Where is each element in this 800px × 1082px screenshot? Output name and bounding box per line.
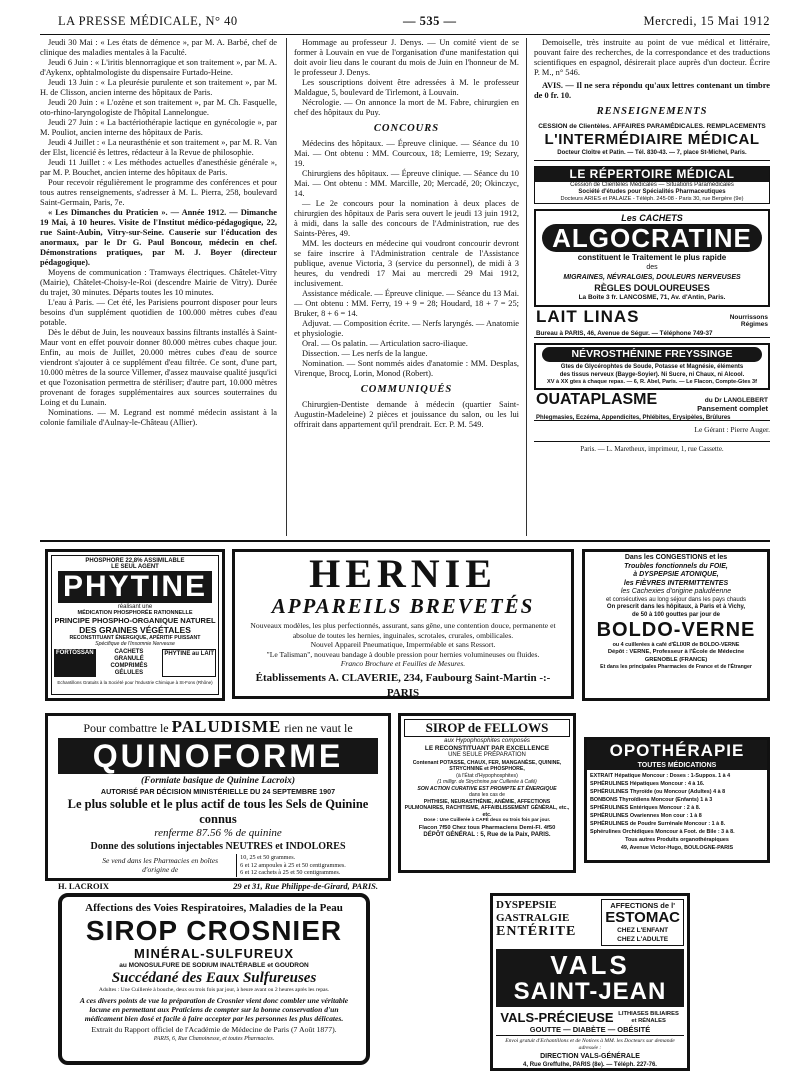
ad-line: CHEZ L'ENFANT: [617, 927, 669, 934]
opo-product-item: Tous autres Produits organothérapiques: [625, 837, 729, 843]
ad-product-name: PHYTINE au LAIT: [162, 649, 216, 677]
advert-section-rule: [40, 540, 770, 542]
ad-line: Les CACHETS: [621, 213, 683, 223]
page-header: [58, 14, 770, 32]
paragraph: Jeudi 27 Juin : « La bactériothérapie lactique en gynécologie », par M. Pouliot, ancien interne des hôpitaux de Paris.: [40, 118, 277, 137]
gerant: Le Gérant : Pierre Auger.: [694, 424, 770, 434]
ad-lait-linas: [534, 307, 770, 338]
ad-title: NÉVROSTHÉNINE FREYSSINGE: [542, 347, 762, 362]
paragraph: Adjuvat. — Composition écrite. — Nerfs laryngés. — Anatomie et physiologie.: [294, 319, 519, 338]
ad-title: LE RÉPERTOIRE MÉDICAL: [535, 167, 769, 182]
paragraph: Jeudi 30 Mai : « Les états de démence », par M. A. Barbé, chef de clinique des maladies mentales à la Faculté.: [40, 38, 277, 57]
ad-line: ou 4 cuillerées à café d'ÉLIXIR de BOLDO-VERNE: [612, 642, 740, 648]
ad-line: au MONOSULFURE DE SODIUM INALTÉRABLE et GOUDRON: [119, 962, 309, 969]
ad-line: réalisant une: [117, 604, 153, 610]
paragraph: Oral. — Os palatin. — Articulation sacro-iliaque.: [302, 339, 468, 348]
ad-line: AUTORISÉ PAR DÉCISION MINISTÉRIELLE DU 24 SEPTEMBRE 1907: [100, 787, 336, 796]
ad-ouataplasme: [534, 390, 770, 421]
ad-line: Phlegmasies, Eczéma, Appendicites, Phlébites, Erysipèles, Brûlures: [536, 414, 731, 421]
ad-title: SIROP de FELLOWS: [404, 719, 570, 737]
ad-keyword: PALUDISME: [171, 717, 282, 736]
ad-nevrosthenine: [534, 343, 770, 390]
ad-line: Dose : Une Cuillerée à CAFÉ deux ou trois fois par jour.: [423, 818, 551, 823]
paragraph-dentiste: Chirurgien-Dentiste demande à médecin (quartier Saint-Augustin-Madeleine) 2 pièces et jouissance du salon, ou les lui offrirait dans appartement qu'il prendrait. Ecr. P. M. 549.: [294, 400, 519, 429]
opo-product-item: Sphérulines Orchidiques Moncour à Foot. de Bile : 3 à 8.: [590, 829, 735, 835]
ad-sirop-crosnier: [58, 893, 370, 1065]
paragraph: Jeudi 6 Juin : « L'iritis blennorragique et son traitement », par M. A. d'Aykenx, ophtalmologiste du dispensaire Furtado-Heine.: [40, 58, 277, 77]
ad-line: Succédané des Eaux Sulfureuses: [111, 970, 317, 986]
paragraph: Nomination. — Sont nommés aides d'anatomie : MM. Desplas, Virenque, Brocq, Lorin, Monod (Robert).: [294, 359, 519, 378]
paragraph: Pour recevoir régulièrement le programme des conférences et pour tous autres renseignements, s'adresser à M. L. Pierra, 258, boulevard Saint-Germain, Paris, 7e.: [40, 178, 277, 207]
ad-line: Nouveaux modèles, les plus perfectionnés, assurant, sans gêne, une contention douce, permanente et absolue de toutes les hernies, inguinales, scrotales, crurales, ombilicales.: [250, 621, 556, 640]
ad-algocratine: [534, 209, 770, 307]
ad-line: ENTÉRITE: [496, 924, 577, 939]
ad-line: XV à XX gtes à chaque repas. — 6, R. Abel, Paris. — Le Flacon, Compte-Gtes 3f: [547, 379, 757, 385]
ad-line: Docteurs ARIES et PALAIZE - Téléph. 245-08 - Paris 30, rue Bergère (9e): [560, 196, 744, 202]
ad-line: 29 et 31, Rue Philippe-de-Girard, PARIS.: [233, 880, 378, 891]
ad-title: QUINOFORME: [58, 738, 378, 774]
paragraph-eau: L'eau à Paris. — Cet été, les Parisiens pourront disposer pour leurs besoins d'un supplément quotidien de 100.000 mètres cubes d'eau potable.: [40, 298, 277, 327]
paragraph: Chirurgiens des hôpitaux. — Épreuve clinique. — Séance du 10 Mai. — Ont obtenu : MM. Marcille, 20; Mercadé, 20; Okinczyc, 14.: [294, 169, 519, 198]
ad-line: (à l'État d'Hypophosphites): [456, 772, 518, 779]
ad-quinoforme: [45, 713, 391, 891]
ad-product-name: FORTOSSAN: [54, 649, 96, 677]
ad-line: Cession de Clientèles Médicales — Situations Paramédicales: [570, 182, 734, 188]
ad-line: A ces divers points de vue la préparation de Crosnier vient donc combler une véritable lacune en permettant aux Praticiens de compter sur la bonne conservation d'un médicament bien dosé et facile à faire accepter par les personnes les plus délicates.: [79, 996, 349, 1023]
ad-line: à DYSPEPSIE ATONIQUE,: [633, 571, 719, 578]
ad-line: PRINCIPE PHOSPHO-ORGANIQUE NATUREL: [54, 616, 216, 625]
opo-product-item: SPHÉRULINES Hépatiques Moncour : 4 à 16.: [590, 781, 705, 787]
ad-title: OPOTHÉRAPIE: [587, 740, 767, 761]
ad-line: "Le Talisman", nouveau bandage à double pression pour hernies volumineuses ou fluides.: [266, 649, 540, 659]
ad-title: HERNIE: [309, 551, 497, 596]
ad-title: PHYTINE: [58, 571, 212, 603]
ad-line: Contenant POTASSE, CHAUX, FER, MANGANÈSE, QUININE, STRYCHNINE et PHOSPHORE,: [412, 759, 562, 772]
ad-line: RECONSTITUANT ÉNERGIQUE, APÉRITIF PUISSANT: [69, 635, 201, 641]
ad-title: SIROP CROSNIER: [85, 915, 343, 946]
ad-line: Le plus soluble et le plus actif de tous les Sels de Quinine connus: [67, 797, 369, 826]
ad-line: Dépôt : VERNE, Professeur à l'École de Médecine: [607, 649, 745, 655]
ad-line: Se vend dans les Pharmacies en boîtes d'origine de: [102, 856, 219, 875]
ad-line: H. LACROIX: [58, 880, 110, 891]
column-1: [40, 38, 277, 428]
ad-line: Spécifique de l'Insomnie Nerveuse: [95, 641, 175, 647]
ad-line: Adultes : Une Cuillerée à bouche, deux ou trois fois par jour, à heure avant ou 2 heures après les repas.: [98, 987, 330, 993]
ad-keyword: ESTOMAC: [605, 909, 680, 926]
ad-line: (1 milligr. de Strychnine par Cuillerée à Café): [437, 779, 537, 785]
ad-line: les FIÈVRES INTERMITTENTES: [623, 579, 729, 587]
ad-line: RÈGLES DOULOUREUSES: [594, 283, 710, 293]
paragraph: Jeudi 4 Juillet : « La neurasthénie et son traitement », par M. R. Van der Elst, licencié ès lettres, rédacteur à la Revue de philosophie.: [40, 138, 277, 157]
ad-line: Bureau à PARIS, 46, Avenue de Ségur. — Téléphone 749-37: [536, 330, 713, 337]
ad-line: les Cachexies d'origine paludéenne: [620, 588, 732, 595]
ad-line: et consécutives au long séjour dans les pays chauds: [605, 596, 747, 603]
ad-title: VALS: [550, 950, 630, 980]
ad-line: Docteur Cloître et Patin. — Tél. 830-43. — 7, place St-Michel, Paris.: [557, 150, 747, 156]
ad-line: Extrait du Rapport officiel de l'Académie de Médecine de Paris (7 Août 1877).: [91, 1025, 337, 1034]
paragraph: Dès le début de Juin, les nouveaux bassins filtrants installés à Saint-Maur vont en effet pouvoir donner 80.000 mètres cubes chaque jour. Enfin, au mois de Juillet, 20.000 mètres cubes d'eau de source viendront s'ajouter à ce supplément d'eau filtrée. Ce sont, d'une part, 10.000 mètres de la source Villemer, d'assez mauvaise qualité jusqu'ici et que l'ozonisation permettra de stériliser; d'autre part, 10.000 mètres provenant de forages supplémentaires aux sources souterraines du Loing et du Lunain.: [40, 328, 277, 407]
ad-line: Dans les CONGESTIONS et les: [624, 554, 728, 561]
opo-product-item: SPHÉRULINES Ovariennes Mon cour : 1 à 8: [590, 813, 702, 819]
column-divider: [286, 38, 287, 536]
ad-line: Société d'études pour Spécialités Pharmaceutiques: [578, 189, 726, 195]
header-rule: [40, 34, 770, 35]
section-heading-renseignements: RENSEIGNEMENTS: [596, 106, 708, 117]
ad-product-form: COMPRIMÉS: [110, 663, 148, 669]
ad-line: dans les cas de: [468, 792, 506, 798]
ad-line: du Dr LANGLEBERT: [704, 396, 768, 404]
ad-line: AFFECTIONS de l': [610, 901, 675, 910]
ad-line: renferme 87.56 % de quinine: [154, 827, 282, 839]
paragraph: MM. les docteurs en médecine qui voudront concourir devront se faire inscrire à l'Administration centrale de l'Assistance publique, avenue Victoria, 3 (service du personnel), de midi à 3 heures, du vendredi 17 Mai au mercredi 29 Mai 1912, inclusivement.: [294, 239, 519, 288]
ad-line: MINÉRAL-SULFUREUX: [134, 946, 294, 961]
paragraph-dimanches: « Les Dimanches du Praticien ». — Année 1912. — Dimanche 19 Mai, à 10 heures. Visite de l'Institut médico-pédagogique, 22, rue Saint-Aubin, Vitry-sur-Seine. Causerie sur l'éducation des anormaux, par le Dr G. Paul Boncour, médecin en chef. Démonstrations pratiques, par M. J. Boyer (directeur pédagogique).: [40, 208, 277, 267]
ad-product-form: CACHETS: [114, 649, 144, 655]
section-heading-communiques: COMMUNIQUÉS: [360, 384, 453, 395]
ad-line: MIGRAINES, NÉVRALGIES, DOULEURS NERVEUSES: [563, 274, 741, 281]
paragraph: Jeudi 20 Juin : « L'ozène et son traitement », par M. Ch. Fasquelle, oto-rhino-laryngologiste de l'hôpital Lannelongue.: [40, 98, 277, 117]
opo-product-item: BONBONS Thyroïdiens Moncour (Enfants) 1 à 3: [590, 797, 713, 803]
ad-product-form: GÉLULES: [114, 670, 144, 676]
ad-line: PHTHISIE, NEURASTHÉNIE, ANÉMIE, AFFECTIONS PULMONAIRES, RACHITISME, AFFAIBLISSEMENT GÉNÉRAL, etc., etc.: [404, 798, 570, 818]
ad-line: MÉDICATION PHOSPHORÉE RATIONNELLE: [77, 610, 193, 616]
ad-boldo-verne: [582, 549, 770, 701]
ad-line: VALS-PRÉCIEUSE: [500, 1010, 614, 1025]
ad-line: aux Hypophosphites composés: [444, 737, 530, 744]
ad-line: Nouvel Appareil Pneumatique, Imperméable et sans Ressort.: [310, 640, 496, 649]
ad-line: PHOSPHORE 22,8% ASSIMILABLE: [85, 558, 185, 564]
opo-product-list: [587, 770, 767, 854]
paragraph-necrologie: Nécrologie. — On annonce la mort de M. Fabre, chirurgien en chef des hôpitaux du Puy.: [294, 98, 519, 117]
ad-line: On prescrit dans les hôpitaux, à Paris et à Vichy,: [606, 604, 746, 610]
journal-title: LA PRESSE MÉDICALE, N° 40: [58, 14, 238, 28]
paragraph: Médecins des hôpitaux. — Épreuve clinique. — Séance du 10 Mai. — Ont obtenu : MM. Courcoux, 18; Lemierre, 19; Sezary, 19.: [294, 139, 519, 168]
section-heading-concours: CONCOURS: [373, 123, 440, 134]
ad-line: Affections des Voies Respiratoires, Maladies de la Peau: [85, 902, 343, 914]
ad-line: Pansement complet: [697, 403, 768, 413]
ad-line: Flacon 7f50 Chez tous Pharmaciens Demi-Fl. 4f50: [418, 824, 556, 831]
ad-line: Nourrissons Régimes: [729, 314, 768, 328]
column-3: [534, 38, 770, 454]
ad-title: OUATAPLASME: [536, 390, 658, 408]
issue-date: Mercredi, 15 Mai 1912: [643, 14, 770, 28]
opo-product-item: 49, Avenue Victor-Hugo, BOULOGNE-PARIS: [620, 845, 734, 851]
opo-product-item: SPHÉRULINES Entériques Moncour : 2 à 8.: [590, 805, 701, 811]
ad-line: Donne des solutions injectables NEUTRES et INDOLORES: [90, 841, 346, 852]
ad-line: rien ne vaut le: [284, 721, 353, 735]
ad-title: BOLDO-VERNE: [596, 619, 756, 641]
ad-line: UNE SEULE PRÉPARATION: [448, 752, 526, 758]
ad-line: CESSION de Clientèles. AFFAIRES PARAMÉDICALES. REMPLACEMENTS: [538, 123, 766, 130]
ad-line: Gtes de Glycérophtes de Soude, Potasse et Magnésie, éléments: [560, 364, 744, 370]
opo-product-item: SPHÉRULINES de Poudre Surrénale Moncour : 1 à 8.: [590, 821, 726, 827]
ad-line: SON ACTION CURATIVE EST PROMPTE ET ÉNERGIQUE: [417, 785, 557, 792]
ad-product-form: GRANULÉ: [114, 656, 144, 662]
ad-line: Et dans les principales Pharmacies de France et de l'Étranger: [600, 663, 752, 670]
opo-product-item: EXTRAIT Hépatique Moncour : Doses : 1-Suppos. 1 à 4: [590, 773, 731, 779]
ad-line: 6 et 12 cachets à 25 et 50 centigrammes.: [240, 869, 341, 876]
ad-repertoire: [534, 166, 770, 204]
ad-title: ALGOCRATINE: [542, 224, 762, 252]
ad-line: LITHIASES BILIAIRES et RÉNALES: [618, 1010, 679, 1024]
ad-line: LE SEUL AGENT: [111, 564, 159, 570]
column-2: [294, 38, 519, 430]
ad-line: GRENOBLE (FRANCE): [644, 656, 708, 663]
ad-line: LE RECONSTITUANT PAR EXCELLENCE: [424, 744, 550, 752]
ad-line: (Formiate basique de Quinine Lacroix): [140, 776, 296, 786]
paragraph: Assistance médicale. — Épreuve clinique. — Séance du 13 Mai. — Ont obtenu : MM. Ferry, 19 + 9 = 28; Houdard, 18 + 7 = 25; Bruker, 8 + 6 = 14.: [294, 289, 519, 318]
ad-line: Echantillons Gratuits à la Société pour l'Industrie Chimique à St-Fons (Rhône): [57, 680, 213, 685]
ad-line: Établissements A. CLAVERIE, 234, Faubourg Saint-Martin -:- PARIS: [255, 671, 551, 699]
ad-line: Envoi gratuit d'Echantillons et de Notices à MM. les Docteurs sur demande adressée :: [505, 1038, 675, 1051]
ad-line: 6 et 12 ampoules à 25 et 50 centigrammes.: [240, 861, 346, 869]
ad-opotherapie: [584, 737, 770, 863]
ad-subtitle: APPAREILS BREVETÉS: [271, 594, 535, 618]
page-number: — 535 —: [403, 14, 457, 28]
ad-line: 4, Rue Greffulhe, PARIS (8e). — Téléph. 227-76.: [523, 1062, 657, 1068]
ad-title: SAINT-JEAN: [513, 978, 667, 1005]
ad-line: Pour combattre le: [83, 721, 169, 735]
ad-line: PARIS, 6, Rue Chanoinesse, et toutes Pharmacies.: [153, 1036, 275, 1042]
ad-line: de 50 à 100 gouttes par jour de: [631, 611, 721, 618]
ad-line: GOUTTE — DIABÈTE — OBÉSITÉ: [496, 1025, 684, 1036]
ad-intermediaire: [534, 122, 770, 161]
ad-line: Troubles fonctionnels du FOIE,: [624, 562, 728, 570]
paragraph: Jeudi 13 Juin : « La pleurésie purulente et son traitement », par M. H. de Clisson, ancien interne des hôpitaux de Paris.: [40, 78, 277, 97]
ad-phytine: [45, 549, 225, 701]
ad-line: DIRECTION VALS-GÉNÉRALE: [540, 1053, 640, 1060]
ad-vals-saint-jean: [490, 893, 690, 1071]
ad-sirop-fellows: [398, 713, 576, 873]
ad-line: DYSPEPSIE: [496, 899, 557, 911]
column-divider: [526, 38, 527, 536]
paragraph: Jeudi 11 Juillet : « Les méthodes actuelles d'anesthésie générale », par M. P. Bouchet, ancien interne des hôpitaux de Paris.: [40, 158, 277, 177]
ad-line: La Boîte 3 fr. LANCOSME, 71, Av. d'Antin, Paris.: [578, 294, 726, 301]
ad-line: GASTRALGIE: [496, 912, 570, 924]
ad-line: DÉPÔT GÉNÉRAL : 5, Rue de la Paix, PARIS.: [423, 832, 551, 838]
ad-title: LAIT LINAS: [536, 307, 640, 326]
opo-product-item: SPHÉRULINES Thyroïde (ou Moncour (Adultes) 4 à 8: [590, 789, 726, 795]
ad-line: des tissus nerveux (Bayge-Soyier). Ni Sucre, ni Chaux, ni Alcool.: [559, 371, 745, 378]
ad-line: TOUTES MÉDICATIONS: [587, 761, 767, 770]
ad-line: des: [646, 264, 658, 271]
paragraph-nominations: Nominations. — M. Legrand est nommé médecin assistant à la colonie familiale d'Aulnay-le-Château (Allier).: [40, 408, 277, 427]
ad-hernie: [232, 549, 574, 699]
ad-line: CHEZ L'ADULTE: [617, 936, 669, 943]
paragraph-demoiselle: Demoiselle, très instruite au point de vue médical et littéraire, pouvant faire des recherches, de la correspondance et des traductions scientifiques en espagnol, désirerait place auprès d'un docteur. Écrire P. M., n° 546.: [534, 38, 770, 77]
paragraph: Dissection. — Les nerfs de la langue.: [302, 349, 428, 358]
avis-notice: AVIS. — Il ne sera répondu qu'aux lettres contenant un timbre de 0 fr. 10.: [534, 81, 770, 100]
ad-line: 10, 25 et 50 grammes.: [240, 854, 296, 861]
paragraph: Moyens de communication : Tramways électriques. Châtelet-Vitry (Mairie), Châtelet-Choisy-le-Roi (descendre Mairie de Vitry). Durée du trajet, 30 minutes. Départs toutes les 10 minutes.: [40, 268, 277, 297]
paragraph-hommage: Hommage au professeur J. Denys. — Un comité vient de se former à Louvain en vue de l'organisation d'une manifestation qui doit avoir lieu dans le courant du mois de Juin en l'honneur de M. le professeur J. Denys.: [294, 38, 519, 77]
ad-line: Franco Brochure et Feuilles de Mesures.: [340, 659, 466, 668]
paragraph: Les souscriptions doivent être adressées à M. le professeur Maldague, 5, boulevard de Tirlemont, à Louvain.: [294, 78, 519, 97]
ad-line: DES GRAINES VÉGÉTALES: [79, 625, 191, 635]
imprimeur: Paris. — L. Maretheux, imprimeur, 1, rue Cassette.: [534, 441, 770, 454]
ad-title: L'INTERMÉDIAIRE MÉDICAL: [544, 131, 760, 148]
ad-line: constituent le Traitement le plus rapide: [577, 253, 727, 262]
paragraph: — Le 2e concours pour la nomination à deux places de chirurgien des hôpitaux de Paris sera ouvert le jeudi 13 juin 1912, à midi, dans la salle des concours de l'Administration, rue des Saints-Pères, 49.: [294, 199, 519, 238]
